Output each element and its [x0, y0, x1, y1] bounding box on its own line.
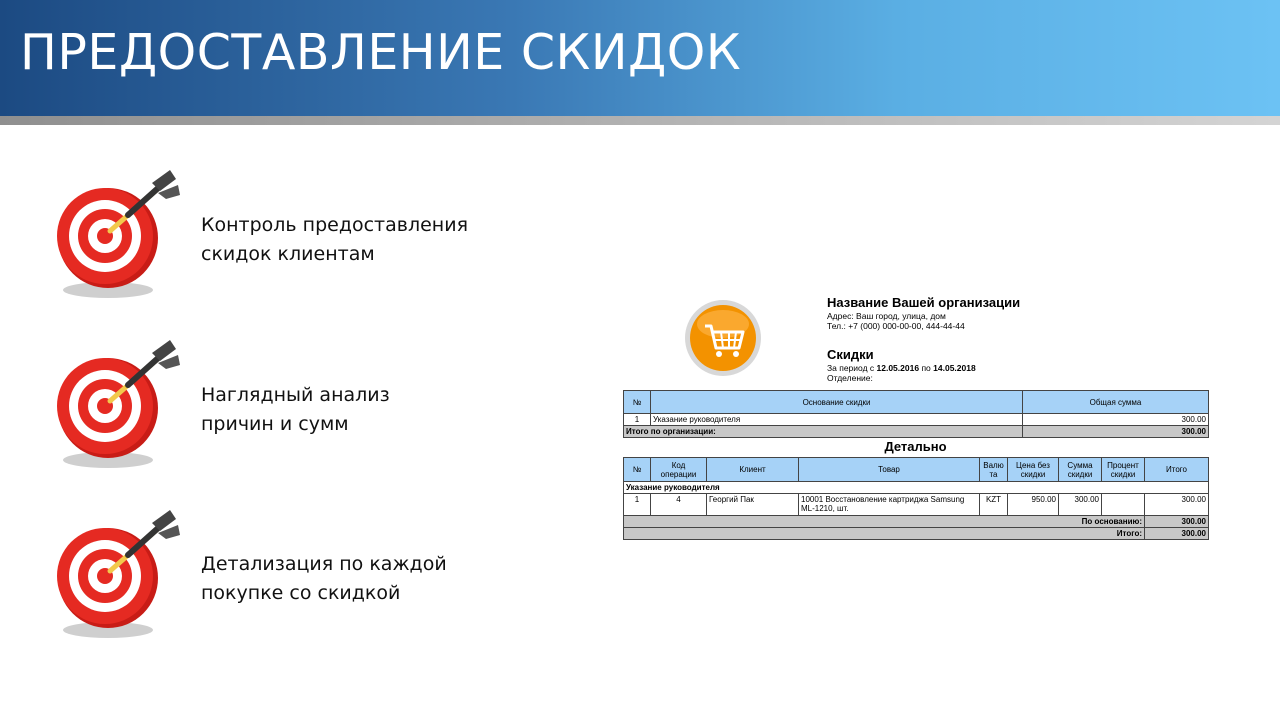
total-value: 300.00: [1145, 528, 1209, 540]
col-header: Сумма скидки: [1059, 458, 1102, 482]
bullet-line: Контроль предоставления: [201, 214, 468, 236]
group-row: [624, 482, 1209, 494]
table-cell: 300.00: [1023, 414, 1209, 426]
target-dart-icon: [48, 165, 188, 305]
detail-title: Детально: [884, 439, 947, 454]
table-cell: KZT: [980, 494, 1008, 516]
col-header: Код операции: [651, 458, 707, 482]
period-mid: по: [921, 363, 931, 373]
col-header: Общая сумма: [1023, 391, 1209, 414]
period-to: 14.05.2018: [933, 363, 976, 373]
slide-title: ПРЕДОСТАВЛЕНИЕ СКИДОК: [20, 24, 742, 81]
group-label: Указание руководителя: [624, 482, 1209, 494]
period-prefix: За период с: [827, 363, 875, 373]
bullet-line: причин и сумм: [201, 413, 349, 435]
table-cell: 10001 Восстановление картриджа Samsung ML-1210, шт.: [799, 494, 980, 516]
col-header: Итого: [1145, 458, 1209, 482]
total-row: [624, 426, 1209, 438]
report-title: Скидки: [827, 347, 874, 362]
total-label: Итого:: [624, 528, 1145, 540]
table-row: [624, 414, 1209, 426]
bullet-line: покупке со скидкой: [201, 582, 401, 604]
report-period: [827, 363, 976, 373]
target-dart-icon: [48, 505, 188, 645]
shopping-cart-icon: [683, 298, 763, 378]
org-address: Адрес: Ваш город, улица, дом: [827, 311, 946, 321]
subtotal-label: По основанию:: [624, 516, 1145, 528]
bullet-line: Наглядный анализ: [201, 384, 390, 406]
col-header: Процент скидки: [1102, 458, 1145, 482]
subtotal-value: 300.00: [1145, 516, 1209, 528]
table-cell: 300.00: [1059, 494, 1102, 516]
table-cell: 1: [624, 494, 651, 516]
total-value: 300.00: [1023, 426, 1209, 438]
table-cell: 1: [624, 414, 651, 426]
org-name: Название Вашей организации: [827, 295, 1021, 310]
table-cell: Указание руководителя: [651, 414, 1023, 426]
slide-header: [0, 0, 1280, 116]
total-row: [624, 528, 1209, 540]
col-header: Клиент: [707, 458, 799, 482]
col-header: №: [624, 391, 651, 414]
bullet-line: Детализация по каждой: [201, 553, 447, 575]
bullet-text-1: [201, 211, 468, 269]
bullet-text-3: [201, 550, 447, 608]
table-cell: 950.00: [1008, 494, 1059, 516]
report-department: Отделение:: [827, 373, 873, 383]
col-header: Цена без скидки: [1008, 458, 1059, 482]
detail-table: [623, 457, 1209, 540]
summary-table: [623, 390, 1209, 438]
header-divider: [0, 116, 1280, 125]
discount-report: [623, 290, 1208, 545]
table-cell: 300.00: [1145, 494, 1209, 516]
bullet-line: скидок клиентам: [201, 243, 375, 265]
table-cell: 4: [651, 494, 707, 516]
table-row: [624, 494, 1209, 516]
org-phone: Тел.: +7 (000) 000-00-00, 444-44-44: [827, 321, 965, 331]
period-from: 12.05.2016: [876, 363, 920, 373]
col-header: Основание скидки: [651, 391, 1023, 414]
target-dart-icon: [48, 335, 188, 475]
table-cell: [1102, 494, 1145, 516]
table-cell: Георгий Пак: [707, 494, 799, 516]
col-header: Валю та: [980, 458, 1008, 482]
subtotal-row: [624, 516, 1209, 528]
bullet-text-2: [201, 381, 390, 439]
col-header: №: [624, 458, 651, 482]
col-header: Товар: [799, 458, 980, 482]
total-label: Итого по организации:: [624, 426, 1023, 438]
